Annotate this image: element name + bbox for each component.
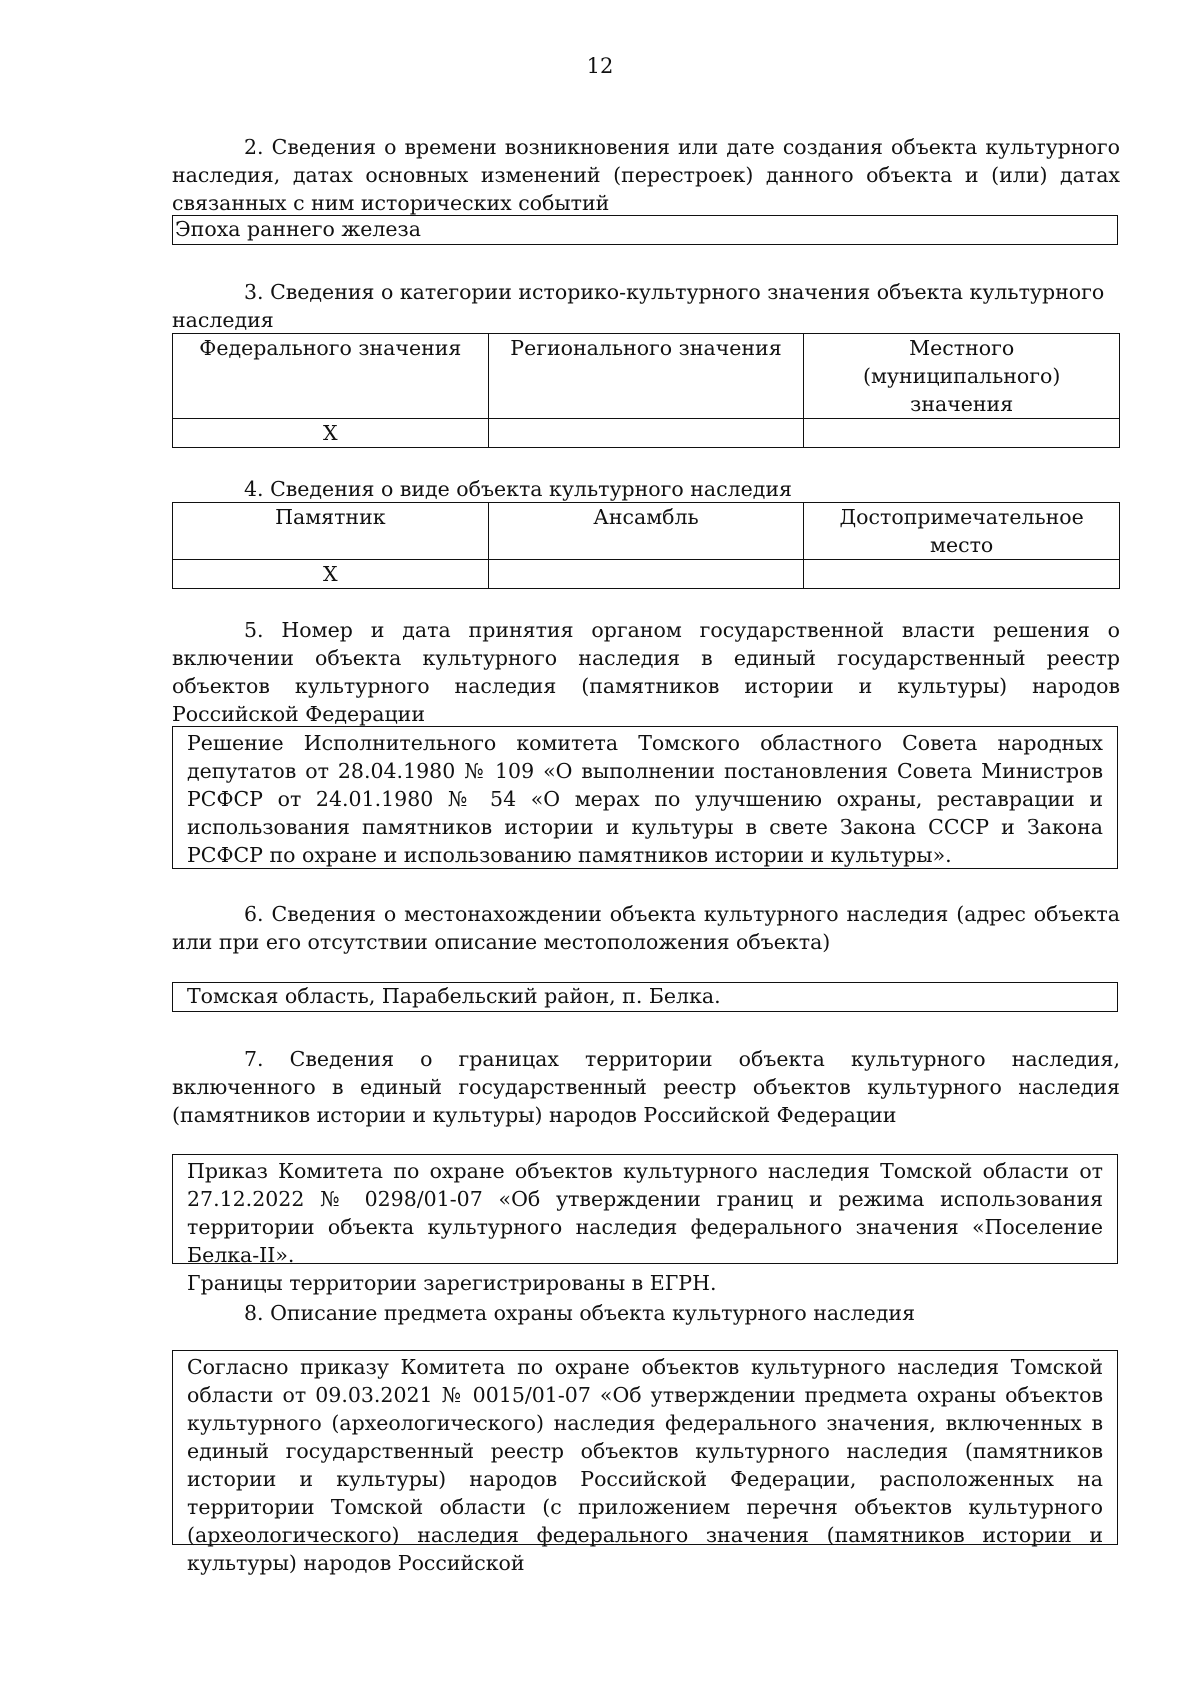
category-table <box>172 333 1120 448</box>
section-7-value-line2: Границы территории зарегистрированы в ЕГРН. <box>187 1271 717 1295</box>
category-local-header: Местного (муниципального) значения <box>804 334 1120 419</box>
category-regional-header: Регионального значения <box>488 334 804 419</box>
section-5-heading: 5. Номер и дата принятия органом государственной власти решения о включении объекта культурного наследия в единый государственный реестр объектов культурного наследия (памятников истории и культуры) народов Российской Федерации <box>172 618 1120 726</box>
section-6-heading: 6. Сведения о местонахождении объекта культурного наследия (адрес объекта или при его отсутствии описание местоположения объекта) <box>172 902 1120 954</box>
type-table <box>172 502 1120 589</box>
section-7-value-box <box>172 1154 1118 1295</box>
section-4-heading: 4. Сведения о виде объекта культурного наследия <box>244 477 792 501</box>
page-number: 12 <box>586 54 614 78</box>
type-landmark-header: Достопримечательное место <box>804 503 1120 560</box>
type-landmark-mark <box>804 560 1120 589</box>
section-2-value: Эпоха раннего железа <box>175 217 421 241</box>
section-8-heading: 8. Описание предмета охраны объекта культурного наследия <box>244 1301 916 1325</box>
type-ensemble-mark <box>488 560 804 589</box>
section-5-value-box <box>172 726 1118 869</box>
section-7-value-line1: Приказ Комитета по охране объектов культурного наследия Томской области от 27.12.2022 № 0298/01-07 «Об утверждении границ и режима использования территории объекта культурного наследия федерального значения «Поселение Белка-II». <box>187 1159 1103 1267</box>
section-2-value-box <box>172 215 1118 245</box>
type-monument-header: Памятник <box>173 503 489 560</box>
section-7-heading: 7. Сведения о границах территории объекта культурного наследия, включенного в единый государственный реестр объектов культурного наследия (памятников истории и культуры) народов Российской Федерации <box>172 1047 1120 1127</box>
category-federal-header: Федерального значения <box>173 334 489 419</box>
category-regional-mark <box>488 419 804 448</box>
type-ensemble-header: Ансамбль <box>488 503 804 560</box>
section-6-value: Томская область, Парабельский район, п. Белка. <box>187 984 721 1008</box>
section-5-value: Решение Исполнительного комитета Томского областного Совета народных депутатов от 28.04.1980 № 109 «О выполнении постановления Совета Министров РСФСР от 24.01.1980 № 54 «О мерах по улучшению охраны, реставрации и использования памятников истории и культуры в свете Закона СССР и Закона РСФСР по охране и использованию памятников истории и культуры». <box>187 731 1103 867</box>
section-2-heading: 2. Сведения о времени возникновения или дате создания объекта культурного наследия, датах основных изменений (перестроек) данного объекта и (или) датах связанных с ним исторических событий <box>172 135 1120 215</box>
category-federal-mark: Х <box>173 419 489 448</box>
section-3-heading: 3. Сведения о категории историко-культурного значения объекта культурного наследия <box>172 280 1105 332</box>
type-monument-mark: Х <box>173 560 489 589</box>
section-8-value: Согласно приказу Комитета по охране объектов культурного наследия Томской области от 09.03.2021 № 0015/01-07 «Об утверждении предмета охраны объектов культурного (археологического) наследия федерального значения, включенных в единый государственный реестр объектов культурного наследия (памятников истории и культуры) народов Российской Федерации, расположенных на территории Томской области (с приложением перечня объектов культурного (археологического) наследия федерального значения (памятников истории и культуры) народов Российской <box>187 1355 1103 1575</box>
section-6-value-box <box>172 982 1118 1012</box>
section-8-value-box <box>172 1350 1118 1575</box>
category-local-mark <box>804 419 1120 448</box>
